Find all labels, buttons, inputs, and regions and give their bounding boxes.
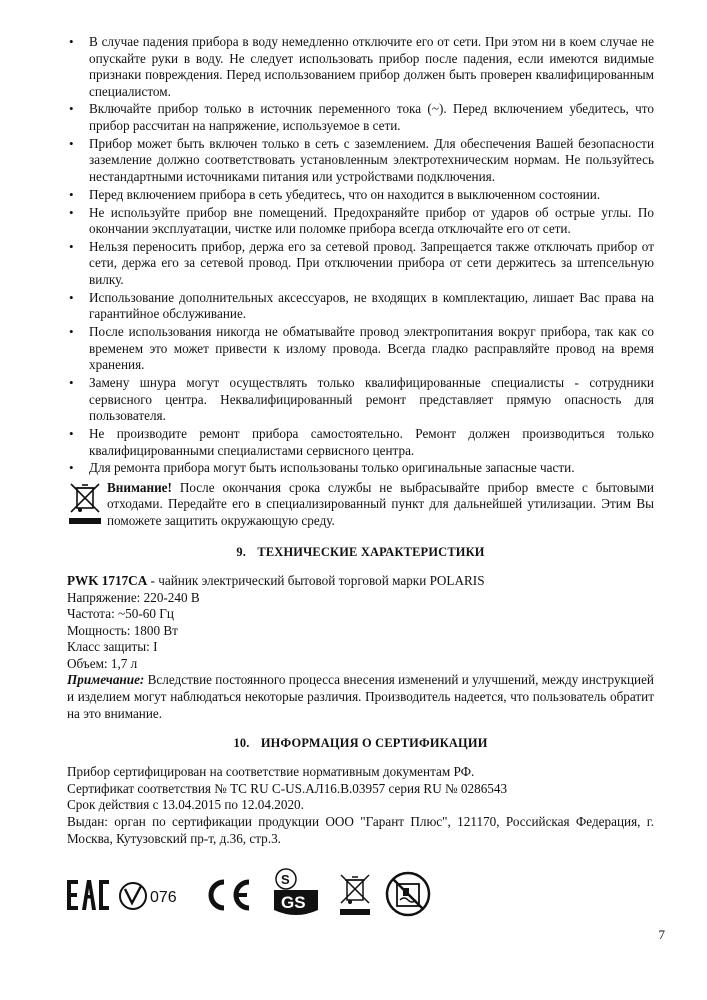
section-9-heading [67, 545, 654, 560]
no-dishwasher-icon [384, 870, 432, 918]
list-item: • Использование дополнительных аксессуаров, не входящих в комплектацию, лишает Вас права на гарантийное обслуживание. [67, 290, 654, 323]
svg-text:S: S [281, 872, 290, 887]
list-item: • Замену шнура могут осуществлять только квалифицированные специалисты - сотрудники сервисного центра. Неквалифицированный ремонт представляет прямую опасность для пользователя. [67, 375, 654, 425]
spec-protection-class: Класс защиты: I [67, 639, 158, 655]
svg-text:GS: GS [281, 893, 306, 912]
warning-body: После окончания срока службы не выбрасывайте прибор вместе с бытовыми отходами. Передайте его в специализированный пункт для дальнейшей утилизации. Этим Вы поможете защитить окружающую среду. [107, 479, 654, 528]
certification-logos [62, 864, 482, 924]
safety-instructions-list [67, 34, 654, 477]
section-number: 10. [233, 736, 250, 751]
svg-text:076: 076 [150, 889, 177, 906]
model-description: - чайник электрический бытовой торговой марки POLARIS [147, 572, 485, 588]
section-10-heading [67, 736, 654, 751]
section-title: ИНФОРМАЦИЯ О СЕРТИФИКАЦИИ [260, 736, 488, 751]
technical-specifications [67, 573, 654, 722]
note-label: Примечание: [67, 672, 145, 688]
crossed-out-wheelie-bin-icon [67, 480, 105, 531]
list-item: • Перед включением прибора в сеть убедитесь, что он находится в выключенном состоянии. [67, 187, 654, 204]
note-text: Вследствие постоянного процесса внесения изменений и улучшений, между инструкцией и изделием могут наблюдаться некоторые различия. Производитель надеется, что пользователь обратит на это внимание. [67, 672, 654, 721]
eac-logo [66, 878, 110, 912]
warning-label: Внимание! [107, 479, 172, 495]
cert-line: Выдан: орган по сертификации продукции ООО "Гарант Плюс", 121170, Российская Федерация, г. Москва, Кутузовский пр-т, д.36, стр.3. [67, 814, 654, 846]
warning-text [107, 480, 654, 531]
list-item: • Для ремонта прибора могут быть использованы только оригинальные запасные части. [67, 460, 654, 477]
model-line [67, 573, 654, 590]
note [67, 672, 654, 722]
list-item: • После использования никогда не обматывайте провод электропитания вокруг прибора, так как со временем это может привести к излому провода. Всегда гладко расправляйте провод на время хранения. [67, 324, 654, 374]
rostest-logo [118, 880, 192, 912]
list-item: • Включайте прибор только в источник переменного тока (~). Перед включением убедитесь, что прибор рассчитан на напряжение, используемое в сети. [67, 101, 654, 134]
disposal-warning [67, 480, 654, 531]
model-name: PWK 1717CA [67, 572, 148, 588]
list-item: • Не используйте прибор вне помещений. Предохраняйте прибор от ударов об острые углы. По окончании эксплуатации, чистке или поломке прибора всегда отключайте его от сети. [67, 205, 654, 238]
section-title: ТЕХНИЧЕСКИЕ ХАРАКТЕРИСТИКИ [257, 544, 485, 559]
list-item: • Нельзя переносить прибор, держа его за сетевой провод. Запрещается также отключать прибор от сети, держа его за сетевой провод. При отключении прибора от сети держитесь за штепсельную вилку. [67, 239, 654, 289]
wheelie-bin-icon [338, 870, 372, 916]
ce-logo [202, 878, 254, 912]
cert-line: Прибор сертифицирован на соответствие нормативным документам РФ. [67, 764, 475, 780]
cert-line: Сертификат соответствия № TC RU C-US.АЛ16.В.03957 серия RU № 0286543 [67, 780, 508, 796]
document-page [67, 34, 654, 847]
page-number: 7 [658, 927, 665, 942]
spec-voltage: Напряжение: 220-240 В [67, 589, 200, 605]
list-item: • Не производите ремонт прибора самостоятельно. Ремонт должен производиться только квалифицированными специалистами сервисного центра. [67, 426, 654, 459]
list-item: • В случае падения прибора в воду немедленно отключите его от сети. При этом ни в коем случае не опускайте руки в воду. Не следует использовать прибор после падения, если имеются видимые признаки повреждения. Перед использованием прибор должен быть проверен квалифицированным специалистом. [67, 34, 654, 100]
spec-frequency: Частота: ~50-60 Гц [67, 606, 174, 622]
certification-info [67, 764, 654, 847]
list-item: • Прибор может быть включен только в сеть с заземлением. Для обеспечения Вашей безопасности заземление должно соответствовать установленным электротехническим нормам. Не пользуйтесь нестандартными источниками питания или устройствами подключения. [67, 136, 654, 186]
spec-volume: Объем: 1,7 л [67, 655, 138, 671]
cert-line: Срок действия с 13.04.2015 по 12.04.2020. [67, 797, 304, 813]
spec-power: Мощность: 1800 Вт [67, 622, 178, 638]
section-number: 9. [236, 544, 247, 559]
gs-logo [268, 866, 324, 918]
